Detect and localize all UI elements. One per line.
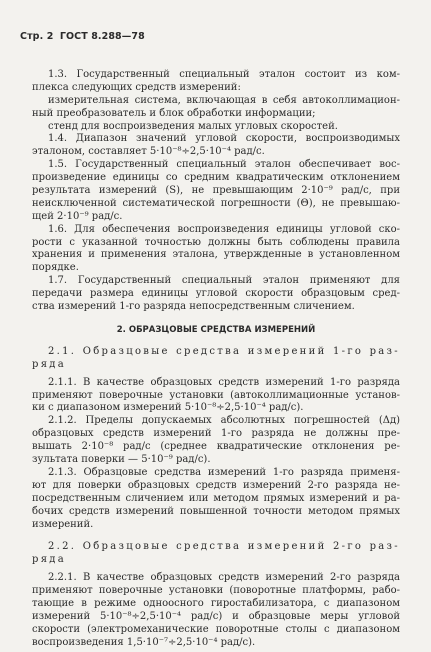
spacer xyxy=(32,314,400,324)
text-line: 2.1.1. В качестве образцовых средств измерений 1-го разряда xyxy=(48,376,400,388)
text-line: хранения и применения эталона, утвержденные в установленном xyxy=(32,249,400,261)
text-line: ряда xyxy=(32,554,67,566)
page-label: Стр. 2 xyxy=(20,31,54,42)
text-line: произведение единицы со средним квадратическим отклонением xyxy=(32,172,400,184)
text-line: 1.6. Для обеспечения воспроизведения единицы угловой ско- xyxy=(48,223,400,235)
text-line: ства измерений 1-го разряда непосредственным сличением. xyxy=(32,301,355,313)
text-line: посредственным сличением или методом прямых измерений и ра- xyxy=(32,492,400,504)
text-line: образцовых средств измерений 1-го разряда не должны пре- xyxy=(32,428,400,440)
spacer xyxy=(32,531,400,541)
text-line: ряда xyxy=(32,358,67,370)
text-line: измерительная система, включающая в себя автоколлимацион- xyxy=(48,94,400,106)
text-line: плекса следующих средств измерений: xyxy=(32,81,241,93)
text-line: тающие в режиме одноосного гиростабилизатора, с диапазоном xyxy=(32,597,400,609)
text-line: применяют поверочные установки (поворотные платформы, рабо- xyxy=(32,585,400,597)
text-line: 2.1. Образцовые средства измерений 1-го раз- xyxy=(48,345,400,357)
text-line: щей 2·10⁻⁹ рад/с. xyxy=(32,210,123,222)
spacer xyxy=(32,336,400,346)
standard-code: ГОСТ 8.288—78 xyxy=(59,31,145,42)
text-line: рости с указанной точностью должны быть соблюдены правила xyxy=(32,236,400,248)
text-line: 1.5. Государственный специальный эталон обеспечивает вос- xyxy=(48,159,400,171)
text-line: 1.7. Государственный специальный эталон применяют для xyxy=(48,275,400,287)
text-line: 2.2.1. В качестве образцовых средств измерений 2-го разряда xyxy=(48,572,400,584)
text-line: измерений. xyxy=(32,518,94,530)
text-line: измерений 5·10⁻⁸÷2,5·10⁻⁴ рад/с) и образцовые меры угловой xyxy=(32,610,400,622)
text-line: ки с диапазоном измерений 5·10⁻⁸÷2,5·10⁻⁴ рад/с). xyxy=(32,402,304,414)
text-line: передачи размера единицы угловой скорости образцовым сред- xyxy=(32,288,400,300)
text-line: 2.2. Образцовые средства измерений 2-го раз- xyxy=(48,541,400,553)
text-line: зультата поверки — 5·10⁻⁹ рад/с). xyxy=(32,454,211,466)
text-line: неисключенной систематической погрешности (Θ), не превышаю- xyxy=(32,197,400,209)
text-line: эталоном, составляет 5·10⁻⁸÷2,5·10⁻⁴ рад/с. xyxy=(32,146,265,158)
section-heading: 2. ОБРАЗЦОВЫЕ СРЕДСТВА ИЗМЕРЕНИЙ xyxy=(116,324,316,335)
text-line: результата измерений (S), не превышающим 2·10⁻⁹ рад/с, при xyxy=(32,185,400,197)
text-line: воспроизведения 1,5·10⁻⁷÷2,5·10⁻⁴ рад/с). xyxy=(32,636,256,648)
text-line: применяют поверочные установки (автоколлимационные установ- xyxy=(32,389,400,401)
text-line: 2.1.2. Пределы допускаемых абсолютных погрешностей (Δд) xyxy=(48,415,400,427)
text-line: скорости (электромеханические поворотные столы с диапазоном xyxy=(32,623,400,635)
text-line: бочих средств измерений повышенной точности методом прямых xyxy=(32,505,400,517)
text-line: ют для поверки образцовых средств измерений 2-го разряда не- xyxy=(32,479,400,491)
text-line: 2.1.3. Образцовые средства измерений 1-го разряда применя- xyxy=(48,466,400,478)
text-line: стенд для воспроизведения малых угловых скоростей. xyxy=(48,120,338,132)
running-header xyxy=(20,31,148,42)
text-line: 1.3. Государственный специальный эталон состоит из ком- xyxy=(48,69,400,80)
text-line: ный преобразователь и блок обработки информации; xyxy=(32,107,316,119)
text-line: 1.4. Диапазон значений угловой скорости, воспроизводимых xyxy=(48,133,400,145)
text-line: вышать 2·10⁻⁸ рад/с (среднее квадратические отклонения ре- xyxy=(32,441,400,453)
text-line: порядке. xyxy=(32,262,79,274)
document-body xyxy=(32,69,400,650)
